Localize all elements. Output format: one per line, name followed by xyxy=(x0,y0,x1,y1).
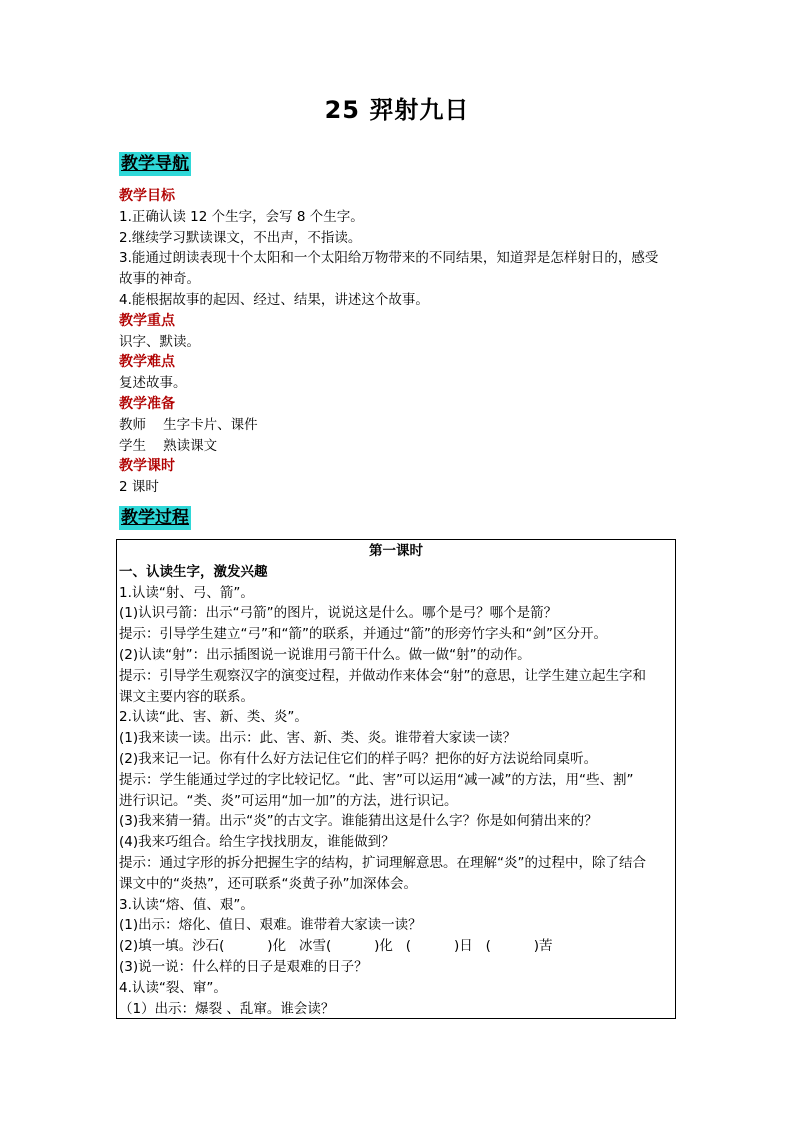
lesson-line: 课文中的“炎热”，还可联系“炎黄子孙”加深体会。 xyxy=(119,875,417,892)
lesson-line: 提示：引导学生建立“弓”和“箭”的联系，并通过“箭”的形旁竹字头和“剑”区分开。 xyxy=(119,626,607,643)
lesson-line: 4.认读“裂、窜”。 xyxy=(119,979,227,996)
goal-item: 4.能根据故事的起因、经过、结果，讲述这个故事。 xyxy=(119,291,429,308)
difficulty-text: 复述故事。 xyxy=(119,375,187,392)
lesson-line: (2)填一填。沙石( )化 冰雪( )化 ( )日 ( )苦 xyxy=(119,938,553,955)
goal-item: 3.能通过朗读表现十个太阳和一个太阳给万物带来的不同结果，知道羿是怎样射日的，感受 xyxy=(119,250,659,267)
key-heading: 教学重点 xyxy=(119,312,175,329)
lesson-line: (2)我来记一记。你有什么好方法记住它们的样子吗？把你的好方法说给同桌听。 xyxy=(119,750,598,767)
lesson-line: 提示：通过字形的拆分把握生字的结构，扩词理解意思。在理解“炎”的过程中，除了结合 xyxy=(119,854,646,871)
lesson-header: 第一课时 xyxy=(369,543,423,559)
goal-item: 2.继续学习默读课文，不出声，不指读。 xyxy=(119,229,362,246)
lesson-line: 2.认读“此、害、新、类、炎”。 xyxy=(119,709,308,726)
lesson-line: （1）出示：爆裂 、乱窜。谁会读？ xyxy=(119,1000,335,1017)
lesson-line: (4)我来巧组合。给生字找找朋友，谁能做到？ xyxy=(119,834,395,851)
lesson-line: 提示：引导学生观察汉字的演变过程，并做动作来体会“射”的意思，让学生建立起生字和 xyxy=(119,667,646,684)
hours-heading: 教学课时 xyxy=(119,458,175,475)
lesson-line: (3)我来猜一猜。出示“炎”的古文字。谁能猜出这是什么字？你是如何猜出来的？ xyxy=(119,813,598,830)
guide-content xyxy=(119,186,679,498)
lesson-line: 一、认读生字，激发兴趣 xyxy=(119,563,268,580)
lesson-line: 课文主要内容的联系。 xyxy=(119,688,254,705)
hours-text: 2 课时 xyxy=(119,479,159,496)
prep-item: 教师 生字卡片、课件 xyxy=(119,416,258,433)
lesson-table xyxy=(116,539,676,1019)
goal-item: 故事的神奇。 xyxy=(119,271,200,288)
lesson-line: (3)说一说：什么样的日子是艰难的日子？ xyxy=(119,958,368,975)
page-title: 25 羿射九日 xyxy=(324,96,470,124)
lesson-line: (1)我来读一读。出示：此、害、新、类、炎。谁带着大家读一读？ xyxy=(119,730,517,747)
lesson-line: (1)出示：熔化、值日、艰难。谁带着大家读一读？ xyxy=(119,917,422,934)
lesson-line: (2)认读“射”：出示插图说一说谁用弓箭干什么。做一做“射”的动作。 xyxy=(119,646,531,663)
key-text: 识字、默读。 xyxy=(119,333,200,350)
lesson-line: 进行识记。“类、炎”可运用“加一加”的方法，进行识记。 xyxy=(119,792,458,809)
section-heading-process: 教学过程 xyxy=(121,508,189,528)
lesson-line: 1.认读“射、弓、箭”。 xyxy=(119,584,254,601)
goals-heading: 教学目标 xyxy=(119,188,175,204)
lesson-line: 3.认读“熔、值、艰”。 xyxy=(119,896,254,913)
goal-item: 1.正确认读 12 个生字，会写 8 个生字。 xyxy=(119,208,364,225)
lesson-line: (1)认识弓箭：出示“弓箭”的图片，说说这是什么。哪个是弓？哪个是箭？ xyxy=(119,605,558,622)
lesson-cell xyxy=(117,540,675,1020)
lesson-lines xyxy=(119,562,673,1020)
lesson-line: 提示：学生能通过学过的字比较记忆。“此、害”可以运用“减一减”的方法，用“些、割” xyxy=(119,771,634,788)
prep-item: 学生 熟读课文 xyxy=(119,437,218,454)
section-heading-guide: 教学导航 xyxy=(121,154,189,174)
prep-heading: 教学准备 xyxy=(119,395,175,412)
difficulty-heading: 教学难点 xyxy=(119,354,175,371)
